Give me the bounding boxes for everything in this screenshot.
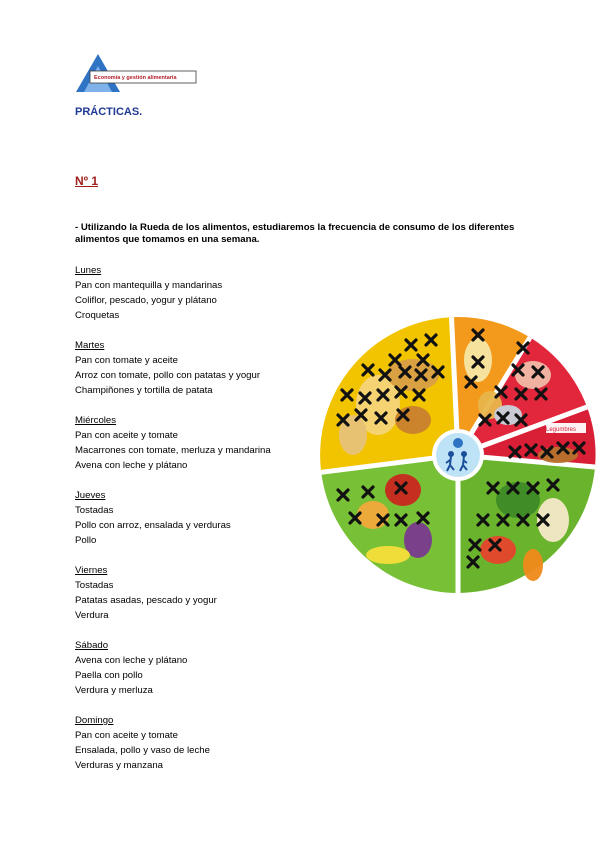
day-block xyxy=(75,713,320,773)
meal: Verduras y manzana xyxy=(75,760,163,771)
intro-text: - Utilizando la Rueda de los alimentos, estudiaremos la frecuencia de consumo de los diferentes alimentos que tomamos en una semana. xyxy=(75,222,515,245)
meal: Verdura xyxy=(75,610,109,621)
day-name: Sábado xyxy=(75,640,109,651)
meal: Ensalada, pollo y vaso de leche xyxy=(75,745,210,756)
meal: Avena con leche y plátano xyxy=(75,655,188,666)
day-name: Jueves xyxy=(75,490,106,501)
day-block xyxy=(75,338,320,398)
meal: Pollo con arroz, ensalada y verduras xyxy=(75,520,231,531)
meal: Arroz con tomate, pollo con patatas y yogur xyxy=(75,370,261,381)
meal: Champiñones y tortilla de patata xyxy=(75,385,213,396)
day-name: Viernes xyxy=(75,565,108,576)
day-block xyxy=(75,488,320,548)
meal: Patatas asadas, pescado y yogur xyxy=(75,595,217,606)
day-name: Martes xyxy=(75,340,105,351)
wheel-segment-frutas xyxy=(321,455,458,593)
meal: Avena con leche y plátano xyxy=(75,460,188,471)
meal: Pollo xyxy=(75,535,97,546)
day-name: Miércoles xyxy=(75,415,117,426)
meal: Tostadas xyxy=(75,580,114,591)
meal: Paella con pollo xyxy=(75,670,143,681)
meal: Pan con aceite y tomate xyxy=(75,430,178,441)
day-name: Lunes xyxy=(75,265,102,276)
meal: Croquetas xyxy=(75,310,120,321)
meal: Pan con aceite y tomate xyxy=(75,730,178,741)
food-wheel xyxy=(318,315,598,595)
day-name: Domingo xyxy=(75,715,114,726)
meal: Verdura y merluza xyxy=(75,685,153,696)
meal: Pan con mantequilla y mandarinas xyxy=(75,280,223,291)
day-block xyxy=(75,263,320,323)
day-block xyxy=(75,638,320,698)
meal: Tostadas xyxy=(75,505,114,516)
section-number: Nº 1 xyxy=(75,174,99,188)
meal: Macarrones con tomate, merluza y mandarina xyxy=(75,445,271,456)
page-title: PRÁCTICAS. xyxy=(75,106,143,118)
meal: Pan con tomate y aceite xyxy=(75,355,178,366)
logo-text: Economía y gestión alimentaria xyxy=(94,75,177,81)
meal: Coliflor, pescado, yogur y plátano xyxy=(75,295,217,306)
logo xyxy=(74,52,200,94)
day-block xyxy=(75,563,320,623)
day-block xyxy=(75,413,320,473)
weekly-menu xyxy=(75,263,320,788)
legumbres-label: Legumbres xyxy=(546,427,577,433)
